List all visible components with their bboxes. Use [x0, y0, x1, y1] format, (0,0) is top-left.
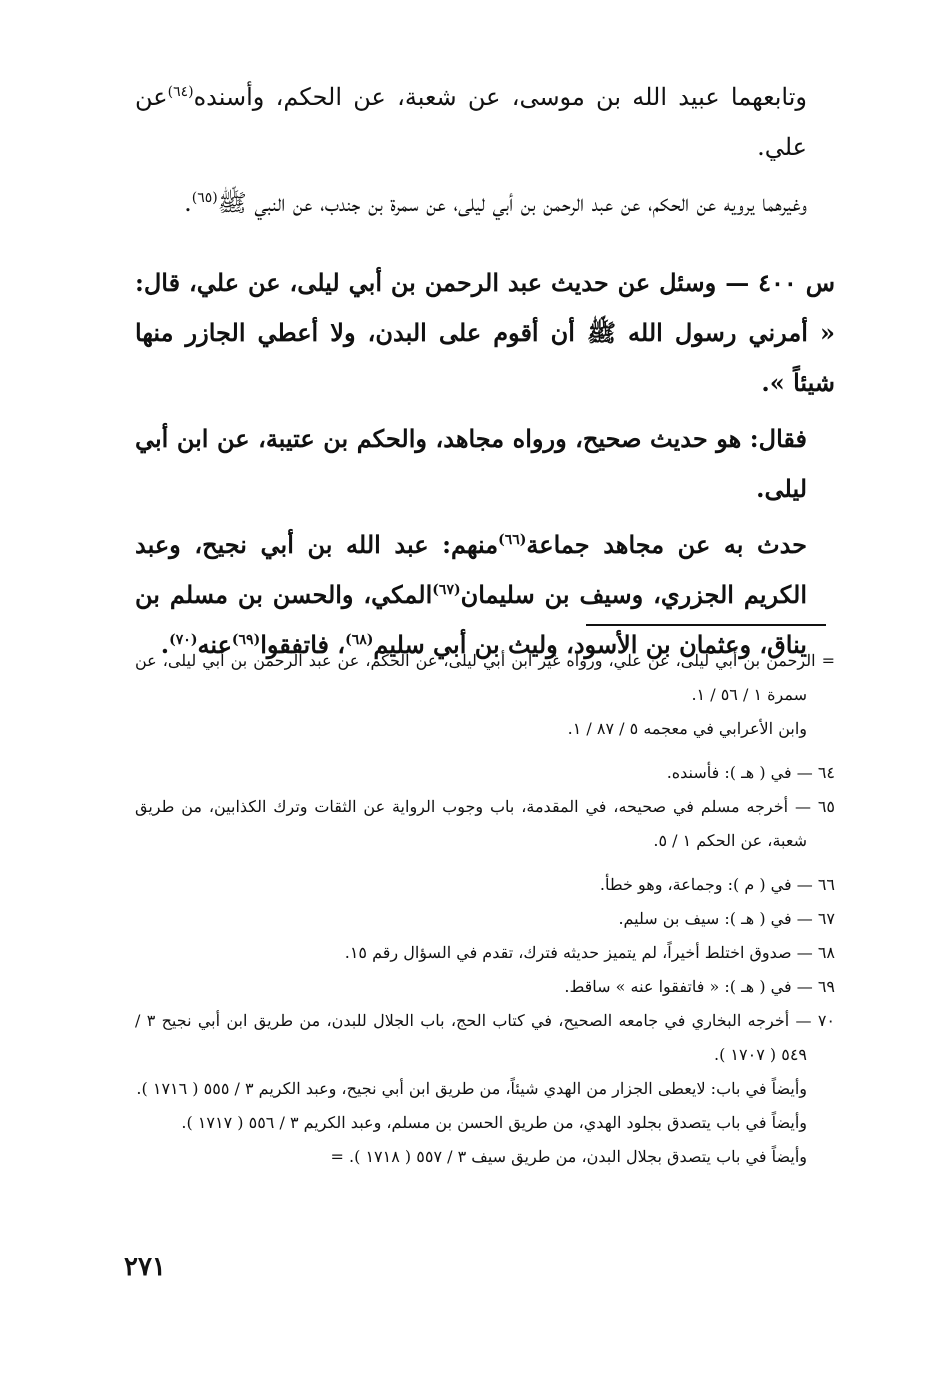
footnote-69: ٦٩ — في ( هـ ): « فاتفقوا عنه » ساقط.	[564, 977, 835, 996]
paragraph-5-end: .	[160, 630, 170, 659]
paragraph-5-part-c: المكي، والحسن بن مسلم بن يناق، وعثمان بن الأسود، وليث بن أبي سليم	[135, 580, 807, 659]
footnote-ref-70[interactable]: (٧٠)	[169, 632, 198, 648]
question-400	[135, 258, 835, 408]
footnote-66: ٦٦ — في ( م ): وجماعة، وهو خطأ.	[599, 875, 835, 894]
paragraph-1	[135, 72, 835, 172]
paragraph-5-part-b: منهم: عبد الله بن أبي نجيح، وعبد الكريم الجزري، وسيف بن سليمان	[135, 530, 808, 609]
paragraph-5-part-d: ، فاتفقوا	[260, 630, 346, 659]
footnote-ref-65[interactable]: (٦٥)	[191, 190, 218, 206]
footnote-70: ٧٠ — أخرجه البخاري في جامعه الصحيح، في كتاب الحج، باب الجلال للبدن، من طريق ابن أبي نجيح ٣ / ٥٤٩ ( ١٧٠٧ ).	[135, 1011, 835, 1064]
footnote-continued: = الرحمن بن أبي ليلى، عن علي، ورواه غير ابن أبي ليلى، عن الحكم، عن عبد الرحمن بن أبي ليلى، عن سمرة ١ / ٥٦ / ١.	[135, 651, 835, 704]
footnote-70-part-4: وأيضاً في باب يتصدق بجلال البدن، من طريق سيف ٣ / ٥٥٧ ( ١٧١٨ ). =	[330, 1147, 807, 1166]
paragraph-5-part-a: حدث به عن مجاهد جماعة	[526, 530, 807, 559]
question-text: وسئل عن حديث عبد الرحمن بن أبي ليلى، عن علي، قال: « أمرني رسول الله ﷺ أن أقوم على البدن، ولا أعطي الجازر منها شيئاً ».	[135, 268, 835, 397]
footnote-ref-64[interactable]: (٦٤)	[167, 84, 194, 100]
paragraph-1-end: عن علي.	[135, 83, 807, 161]
footnote-64: ٦٤ — في ( هـ ): فأسنده.	[666, 763, 835, 782]
footnote-separator	[586, 624, 826, 626]
answer-paragraph	[135, 414, 835, 514]
footnote-68: ٦٨ — صدوق اختلط أخيراً، لم يتميز حديثه فترك، تقدم في السؤال رقم ١٥.	[344, 943, 835, 962]
footnote-continued-2: وابن الأعرابي في معجمه ٥ / ٨٧ / ١.	[567, 719, 807, 738]
paragraph-1-text: وتابعهما عبيد الله بن موسى، عن شعبة، عن الحكم، وأسنده	[193, 83, 807, 111]
question-number: س ٤٠٠ —	[725, 268, 836, 297]
footnote-ref-66[interactable]: (٦٦)	[498, 532, 527, 548]
footnote-65: ٦٥ — أخرجه مسلم في صحيحه، في المقدمة، باب وجوب الرواية عن الثقات وترك الكذابين، من طريق شعبة، عن الحكم ١ / ٥.	[135, 797, 835, 850]
footnote-67: ٦٧ — في ( هـ ): سيف بن سليم.	[618, 909, 835, 928]
paragraph-5-part-e: عنه	[197, 630, 232, 659]
answer-text: فقال: هو حديث صحيح، ورواه مجاهد، والحكم بن عتيبة، عن ابن أبي ليلى.	[135, 424, 807, 503]
paragraph-2-text: وغيرهما يرويه عن الحكم، عن عبد الرحمن بن أبي ليلى، عن سمرة بن جندب، عن النبي ﷺ	[217, 189, 807, 217]
paragraph-2-end: .	[184, 189, 192, 217]
footnotes	[135, 644, 835, 1174]
page-number: ٢٧١	[124, 1252, 166, 1282]
footnote-ref-67[interactable]: (٦٧)	[432, 582, 461, 598]
paragraph-2	[135, 178, 835, 228]
footnote-ref-68[interactable]: (٦٨)	[345, 632, 374, 648]
footnote-70-part-2: وأيضاً في باب: لايعطى الجزار من الهدي شيئاً، من طريق ابن أبي نجيح، وعبد الكريم ٣ / ٥٥٥ ( ١٧١٦ ).	[136, 1079, 807, 1098]
footnote-ref-69[interactable]: (٦٩)	[231, 632, 261, 648]
main-text	[135, 72, 835, 670]
footnote-70-part-3: وأيضاً في باب يتصدق بجلود الهدي، من طريق الحسن بن مسلم، وعبد الكريم ٣ / ٥٥٦ ( ١٧١٧ ).	[181, 1113, 807, 1132]
